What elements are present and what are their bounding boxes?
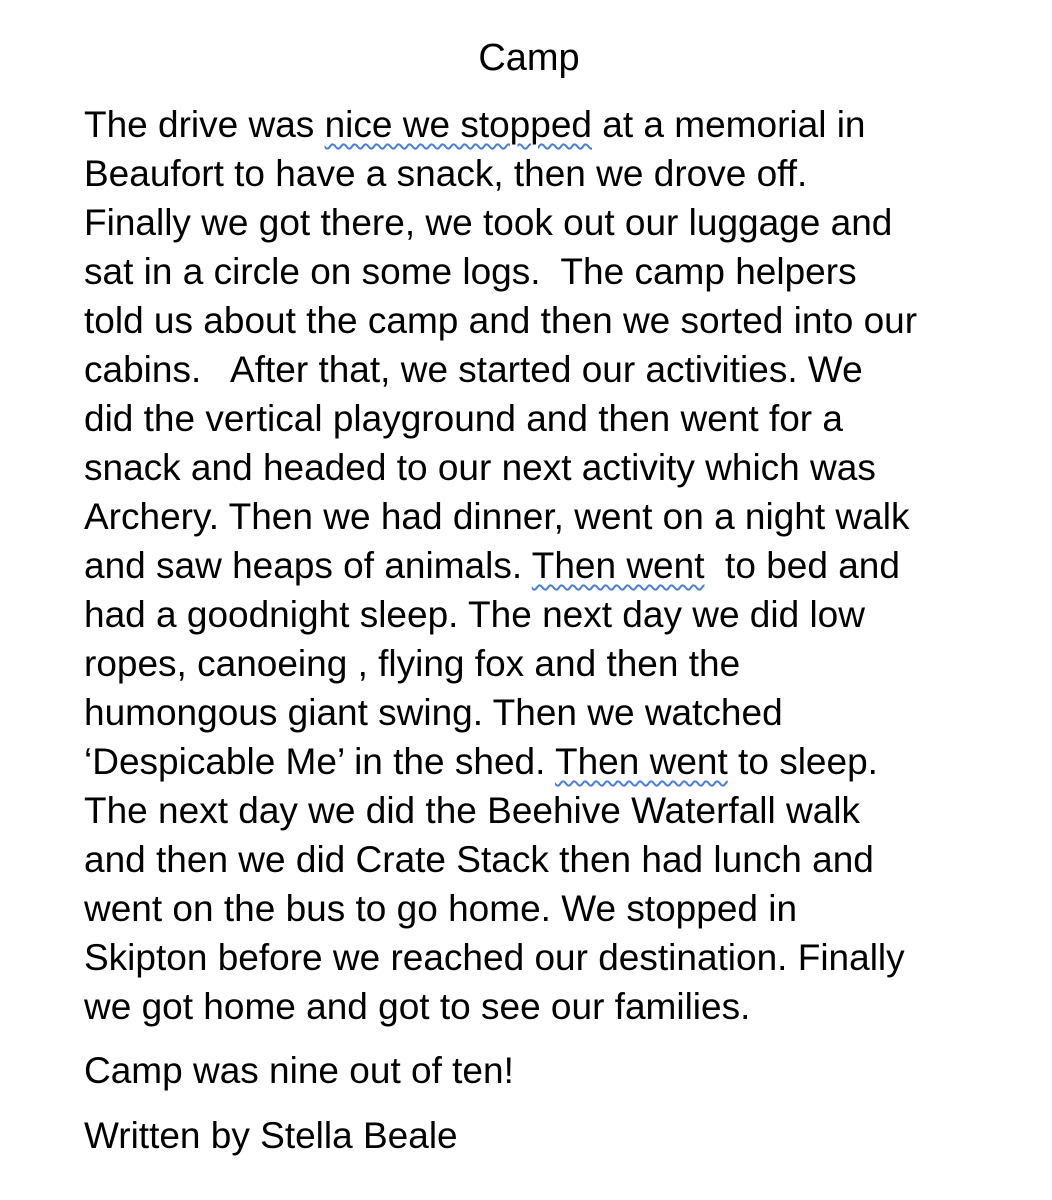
author-line: Written by Stella Beale	[84, 1115, 458, 1156]
text-line: ropes, canoeing , flying fox and then the	[84, 643, 741, 684]
text-line: snack and headed to our next activity which was	[84, 447, 876, 488]
grammar-flag[interactable]: Then went	[555, 741, 728, 782]
text-line: Beaufort to have a snack, then we drove off.	[84, 153, 808, 194]
text-segment: at a memorial in	[592, 104, 866, 145]
text-line: went on the bus to go home. We stopped in	[84, 888, 798, 929]
text-segment: and saw heaps of animals.	[84, 545, 532, 586]
text-line: The next day we did the Beehive Waterfall walk	[84, 790, 861, 831]
text-line: told us about the camp and then we sorted into our	[84, 300, 918, 341]
text-line: Finally we got there, we took out our luggage and	[84, 202, 893, 243]
grammar-flag[interactable]: nice we stopped	[324, 104, 592, 145]
text-segment: ‘Despicable Me’ in the shed.	[84, 741, 555, 782]
text-line: had a goodnight sleep. The next day we did low	[84, 594, 865, 635]
story-paragraph	[84, 100, 1044, 1031]
text-line: did the vertical playground and then went for a	[84, 398, 843, 439]
text-line: and then we did Crate Stack then had lunch and	[84, 839, 874, 880]
text-line: humongous giant swing. Then we watched	[84, 692, 783, 733]
text-line	[84, 541, 1044, 590]
text-segment: to sleep.	[727, 741, 878, 782]
text-line: sat in a circle on some logs. The camp helpers	[84, 251, 857, 292]
text-line: we got home and got to see our families.	[84, 986, 751, 1027]
rating-line: Camp was nine out of ten!	[84, 1050, 514, 1091]
text-line: cabins. After that, we started our activities. We	[84, 349, 863, 390]
text-segment: The drive was	[84, 104, 325, 145]
document-title: Camp	[478, 37, 580, 79]
text-line	[84, 737, 1044, 786]
grammar-flag[interactable]: Then went	[531, 545, 705, 586]
text-line: Skipton before we reached our destination. Finally	[84, 937, 905, 978]
text-line	[84, 100, 1044, 149]
text-segment: to bed and	[704, 545, 900, 586]
text-line: Archery. Then we had dinner, went on a night walk	[84, 496, 910, 537]
